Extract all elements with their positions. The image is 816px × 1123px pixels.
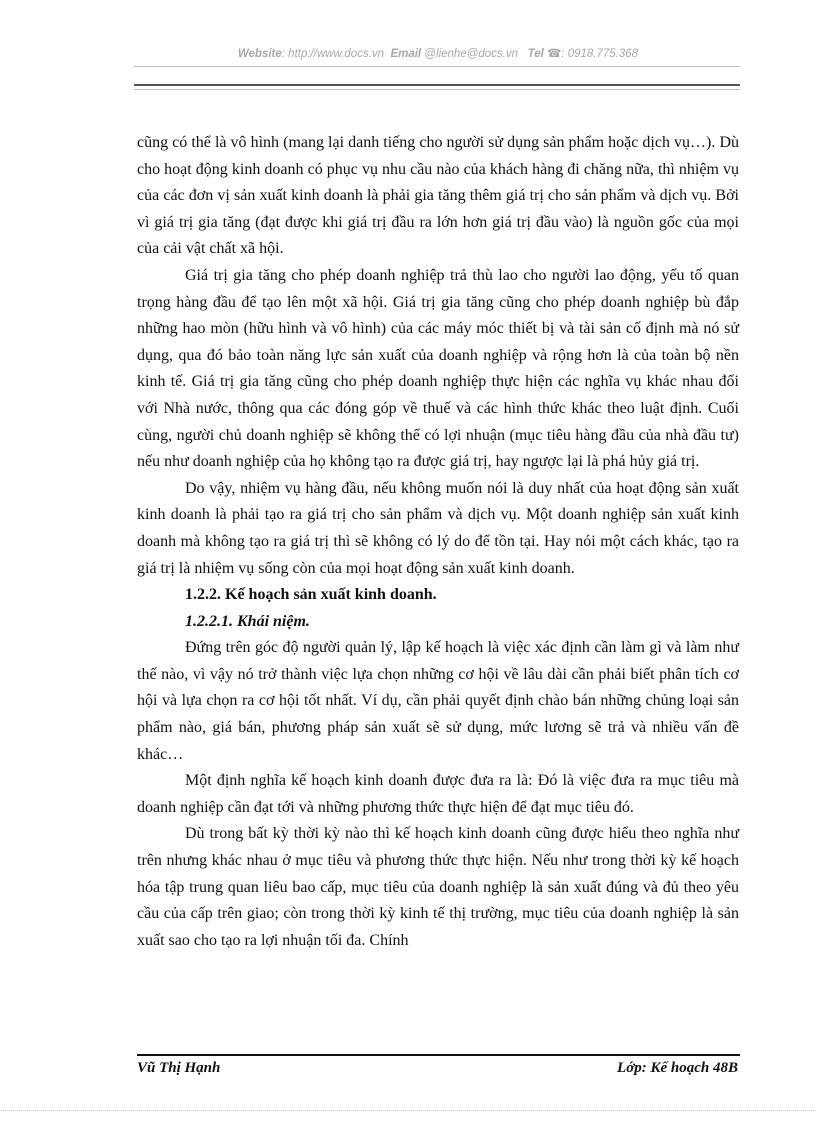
paragraph-3: Do vậy, nhiệm vụ hàng đầu, nếu không muốn nói là duy nhất của hoạt động sản xuất kinh doanh là phải tạo ra giá trị cho sản phẩm và dịch vụ. Một doanh nghiệp sản xuất kinh doanh mà không tạo ra giá trị thì sẽ không có lý do để tồn tại. Hay nói một cách khác, tạo ra giá trị là nhiệm vụ sống còn của mọi hoạt động sản xuất kinh doanh. bbox=[137, 479, 739, 577]
header-rule-bottom bbox=[134, 89, 740, 90]
header-rule-thick bbox=[134, 84, 740, 86]
website-label: Website bbox=[237, 48, 282, 60]
document-body bbox=[137, 130, 739, 954]
paragraph-6: Dù trong bất kỳ thời kỳ nào thì kế hoạch kinh doanh cũng được hiểu theo nghĩa như trên nhưng khác nhau ở mục tiêu và phương thức thực hiện. Nếu như trong thời kỳ kế hoạch hóa tập trung quan liêu bao cấp, mục tiêu của doanh nghiệp là sản xuất đúng và đủ theo yêu cầu của cấp trên giao; còn trong thời kỳ kinh tế thị trường, mục tiêu của doanh nghiệp là sản xuất sao cho tạo ra lợi nhuận tối đa. Chính bbox=[137, 825, 739, 949]
paragraph-4: Đứng trên góc độ người quản lý, lập kế hoạch là việc xác định cần làm gì và làm như thế nào, vì vậy nó trở thành việc lựa chọn những cơ hội về lâu dài cần phải biết phân tích cơ hội và lựa chọn ra cơ hội tốt nhất. Ví dụ, cần phải quyết định chào bán những chủng loại sản phẩm nào, giá bán, phương pháp sản xuất sẽ sử dụng, mức lương sẽ trả và nhiều vấn đề khác… bbox=[137, 639, 739, 763]
footer-class: Lớp: Kế hoạch 48B bbox=[617, 1060, 738, 1076]
at-icon: @ bbox=[424, 48, 437, 60]
footer-author: Vũ Thị Hạnh bbox=[137, 1060, 221, 1076]
paragraph-1: cũng có thể là vô hình (mang lại danh tiếng cho người sử dụng sản phẩm hoặc dịch vụ…). Dù cho hoạt động kinh doanh có phục vụ nhu cầu nào của khách hàng đi chăng nữa, thì nhiệm vụ của các đơn vị sản xuất kinh doanh là phải gia tăng thêm giá trị cho sản phẩm và dịch vụ. Bởi vì giá trị gia tăng (đạt được khi giá trị đầu ra lớn hơn giá trị đầu vào) là nguồn gốc của mọi của cải vật chất xã hội. bbox=[137, 134, 739, 258]
paragraph-2: Giá trị gia tăng cho phép doanh nghiệp trả thù lao cho người lao động, yếu tố quan trọng hàng đầu để tạo lên một xã hội. Giá trị gia tăng cũng cho phép doanh nghiệp bù đắp những hao mòn (hữu hình và vô hình) của các máy móc thiết bị và tài sản cố định mà nó sử dụng, qua đó bảo toàn năng lực sản xuất của doanh nghiệp và rộng hơn là của toàn bộ nền kinh tế. Giá trị gia tăng cũng cho phép doanh nghiệp thực hiện các nghĩa vụ khác nhau đối với Nhà nước, thông qua các đóng góp về thuế và các hình thức khác theo luật định. Cuối cùng, người chủ doanh nghiệp sẽ không thể có lợi nhuận (mục tiêu hàng đầu của nhà đầu tư) nếu như doanh nghiệp của họ không tạo ra được giá trị, hay ngược lại là phá hủy giá trị. bbox=[137, 266, 739, 471]
page-bottom-dotted-line bbox=[0, 1110, 816, 1111]
paragraph-5: Một định nghĩa kế hoạch kinh doanh được đưa ra là: Đó là việc đưa ra mục tiêu mà doanh nghiệp cần đạt tới và những phương thức thực hiện để đạt mục tiêu đó. bbox=[137, 772, 739, 816]
header-rule-top bbox=[134, 66, 740, 67]
footer-rule bbox=[137, 1054, 740, 1056]
subsection-heading-1-2-2-1: 1.2.2.1. Khái niệm. bbox=[185, 612, 310, 630]
section-heading-1-2-2: 1.2.2. Kế hoạch sản xuất kinh doanh. bbox=[185, 586, 437, 604]
page-header bbox=[136, 46, 740, 60]
website-value: : http://www.docs.vn bbox=[281, 48, 385, 60]
phone-icon: ☎ bbox=[547, 48, 562, 60]
tel-label: Tel bbox=[527, 48, 544, 60]
email-label: Email bbox=[390, 48, 422, 60]
email-value: lienhe@docs.vn bbox=[436, 48, 519, 60]
tel-value: : 0918.775.368 bbox=[561, 48, 639, 60]
